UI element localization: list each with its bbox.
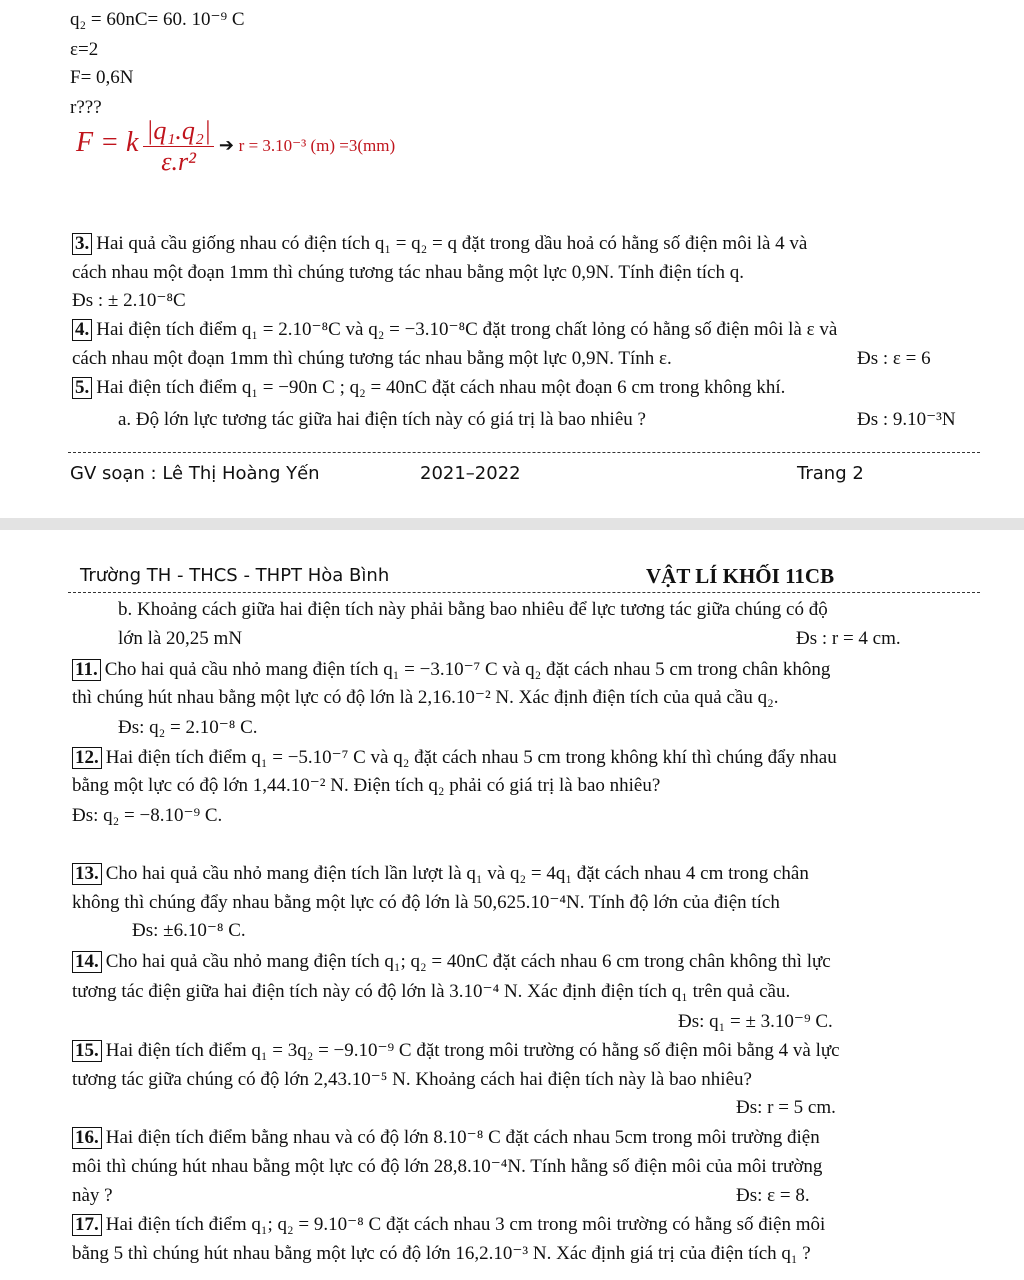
- part-b: b. Khoảng cách giữa hai điện tích này phải bằng bao nhiêu để lực tương tác giữa chúng có độ: [118, 599, 828, 620]
- problem-text: Cho hai quả cầu nhỏ mang điện tích lần lượt là q₁ và q₂ = 4q₁ đặt cách nhau 4 cm trong chân: [105, 863, 809, 884]
- given-eps: ε=2: [70, 39, 99, 60]
- problem-4-answer: Đs : ε = 6: [857, 348, 931, 369]
- formula-result: r = 3.10⁻³ (m) =3(mm): [238, 135, 396, 155]
- header-school: Trường TH - THCS - THPT Hòa Bình: [80, 565, 390, 586]
- problem-text: Hai điện tích điểm q₁; q₂ = 9.10⁻⁸ C đặt cách nhau 3 cm trong môi trường có hằng số điện môi: [105, 1214, 826, 1235]
- formula-fraction: [143, 116, 214, 177]
- arrow-icon: ➔: [218, 134, 234, 155]
- problem-text: Hai quả cầu giống nhau có điện tích q₁ = q₂ = q đặt trong dầu hoả có hằng số điện môi là 4 và: [96, 233, 808, 254]
- problem-15-cont: tương tác giữa chúng có độ lớn 2,43.10⁻⁵ N. Khoảng cách hai điện tích này là bao nhiêu?: [72, 1069, 752, 1090]
- problem-16-answer: Đs: ε = 8.: [736, 1185, 810, 1206]
- problem-4: [72, 318, 837, 342]
- problem-text: Hai điện tích điểm q₁ = −5.10⁻⁷ C và q₂ đặt cách nhau 5 cm trong không khí thì chúng đẩy nhau: [105, 747, 837, 768]
- part-b-cont: lớn là 20,25 mN: [118, 628, 243, 649]
- problem-text: Cho hai quả cầu nhỏ mang điện tích q₁ = −3.10⁻⁷ C và q₂ đặt cách nhau 5 cm trong chân không: [104, 659, 831, 680]
- problem-number: 4.: [72, 319, 92, 341]
- problem-11-answer: Đs: q₂ = 2.10⁻⁸ C.: [118, 717, 258, 738]
- problem-number: 15.: [72, 1040, 102, 1062]
- formula-lhs: F = k: [76, 126, 139, 158]
- problem-text: Hai điện tích điểm q₁ = 2.10⁻⁸C và q₂ = −3.10⁻⁸C đặt trong chất lỏng có hằng số điện môi là ε và: [96, 319, 838, 340]
- problem-12-answer: Đs: q₂ = −8.10⁻⁹ C.: [72, 805, 223, 826]
- problem-14: [72, 950, 831, 974]
- problem-3-answer: Đs : ± 2.10⁻⁸C: [72, 290, 186, 311]
- problem-text: Hai điện tích điểm q₁ = 3q₂ = −9.10⁻⁹ C đặt trong môi trường có hằng số điện môi bằng 4 và lực: [105, 1040, 840, 1061]
- formula-numerator: |q₁.q₂|: [143, 116, 214, 147]
- problem-13-answer: Đs: ±6.10⁻⁸ C.: [132, 920, 246, 941]
- problem-15-answer: Đs: r = 5 cm.: [736, 1097, 836, 1118]
- problem-3: [72, 232, 807, 256]
- problem-text: Cho hai quả cầu nhỏ mang điện tích q₁; q₂ = 40nC đặt cách nhau 6 cm trong chân không thì lực: [105, 951, 831, 972]
- coulomb-formula: [76, 116, 395, 177]
- problem-4-cont: cách nhau một đoạn 1mm thì chúng tương tác nhau bằng một lực 0,9N. Tính ε.: [72, 348, 672, 369]
- problem-number: 16.: [72, 1127, 102, 1149]
- problem-text: Hai điện tích điểm bằng nhau và có độ lớn 8.10⁻⁸ C đặt cách nhau 5cm trong môi trường điện: [105, 1127, 820, 1148]
- problem-number: 5.: [72, 377, 92, 399]
- problem-number: 13.: [72, 863, 102, 885]
- given-r: r???: [70, 97, 102, 118]
- header-subject: VẬT LÍ KHỐI 11CB: [646, 564, 835, 588]
- problem-number: 17.: [72, 1214, 102, 1236]
- problem-16: [72, 1126, 820, 1150]
- problem-17: [72, 1213, 825, 1237]
- problem-17-cont: bằng 5 thì chúng hút nhau bằng một lực có độ lớn 16,2.10⁻³ N. Xác định giá trị của điện tích q₁ ?: [72, 1243, 811, 1264]
- footer-page: Trang 2: [797, 463, 864, 484]
- part-b-answer: Đs : r = 4 cm.: [796, 628, 901, 649]
- problem-16-cont-2: này ?: [72, 1185, 113, 1206]
- problem-14-cont: tương tác điện giữa hai điện tích này có độ lớn là 3.10⁻⁴ N. Xác định điện tích q₁ trên quả cầu.: [72, 981, 791, 1002]
- page-top: [0, 0, 1024, 518]
- problem-5-answer: Đs : 9.10⁻³N: [857, 409, 956, 430]
- problem-13: [72, 862, 809, 886]
- problem-11: [72, 658, 830, 682]
- footer-year: 2021–2022: [420, 463, 521, 484]
- problem-number: 14.: [72, 951, 102, 973]
- problem-13-cont: không thì chúng đẩy nhau bằng một lực có độ lớn là 50,625.10⁻⁴N. Tính độ lớn của điện tích: [72, 892, 780, 913]
- header-divider: [68, 592, 980, 593]
- problem-12-cont: bằng một lực có độ lớn 1,44.10⁻² N. Điện tích q₂ phải có giá trị là bao nhiêu?: [72, 775, 661, 796]
- problem-3-cont: cách nhau một đoạn 1mm thì chúng tương tác nhau bằng một lực 0,9N. Tính điện tích q.: [72, 262, 744, 283]
- problem-number: 12.: [72, 747, 102, 769]
- page-bottom: [0, 530, 1024, 1280]
- problem-14-answer: Đs: q₁ = ± 3.10⁻⁹ C.: [678, 1011, 833, 1032]
- footer-author: GV soạn : Lê Thị Hoàng Yến: [70, 463, 320, 484]
- given-q2: q₂ = 60nC= 60. 10⁻⁹ C: [70, 9, 245, 30]
- problem-16-cont: môi thì chúng hút nhau bằng một lực có độ lớn 28,8.10⁻⁴N. Tính hằng số điện môi của môi trường: [72, 1156, 823, 1177]
- formula-denominator: ε.r²: [161, 147, 196, 176]
- given-force: F= 0,6N: [70, 67, 134, 88]
- problem-15: [72, 1039, 840, 1063]
- problem-5-part-a: a. Độ lớn lực tương tác giữa hai điện tích này có giá trị là bao nhiêu ?: [118, 409, 646, 430]
- problem-5: [72, 376, 785, 400]
- problem-11-cont: thì chúng hút nhau bằng một lực có độ lớn là 2,16.10⁻² N. Xác định điện tích của quả cầu q₂.: [72, 687, 779, 708]
- page-separator: [0, 518, 1024, 530]
- footer-divider: [68, 452, 980, 453]
- problem-number: 3.: [72, 233, 92, 255]
- problem-text: Hai điện tích điểm q₁ = −90n C ; q₂ = 40nC đặt cách nhau một đoạn 6 cm trong không khí.: [96, 377, 786, 398]
- problem-number: 11.: [72, 659, 101, 681]
- problem-12: [72, 746, 837, 770]
